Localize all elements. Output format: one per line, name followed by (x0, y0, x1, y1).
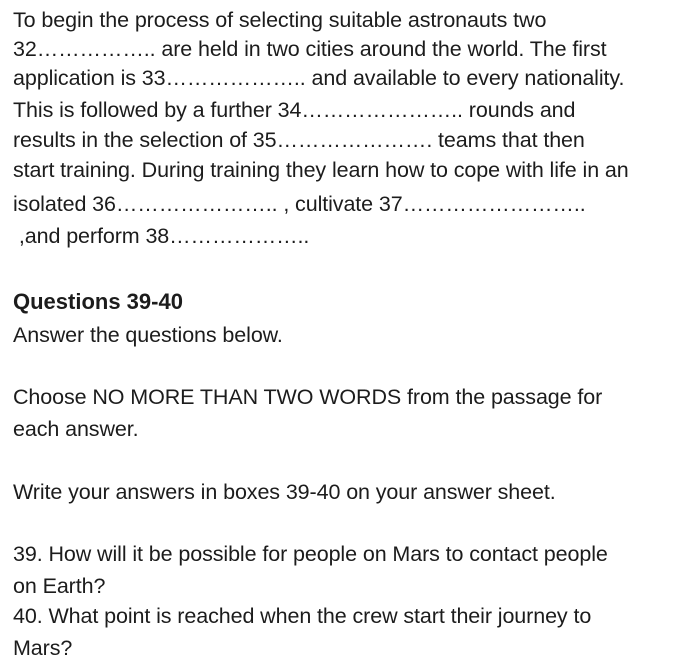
passage-line: This is followed by a further 34………………….. rounds and (13, 98, 576, 122)
passage-line: results in the selection of 35…………………. teams that then (13, 128, 585, 152)
instruction-word-limit-cont: each answer. (13, 417, 139, 441)
question-40: 40. What point is reached when the crew start their journey to (13, 604, 592, 628)
passage-line: application is 33……………….. and available to every nationality. (13, 66, 625, 90)
question-40-cont: Mars? (13, 636, 73, 660)
passage-line: 32…………….. are held in two cities around the world. The first (13, 37, 607, 61)
instruction-word-limit: Choose NO MORE THAN TWO WORDS from the passage for (13, 385, 603, 409)
passage-line: start training. During training they learn how to cope with life in an (13, 158, 629, 182)
question-39: 39. How will it be possible for people on Mars to contact people (13, 542, 608, 566)
section-heading: Questions 39-40 (13, 289, 183, 314)
instruction-answer-sheet: Write your answers in boxes 39-40 on your answer sheet. (13, 480, 556, 504)
question-39-cont: on Earth? (13, 574, 106, 598)
passage-line: isolated 36………………….. , cultivate 37…………………….. (13, 192, 586, 216)
passage-line: To begin the process of selecting suitable astronauts two (13, 8, 547, 32)
passage-line: ,and perform 38……………….. (13, 224, 310, 248)
instruction-answer: Answer the questions below. (13, 323, 283, 347)
